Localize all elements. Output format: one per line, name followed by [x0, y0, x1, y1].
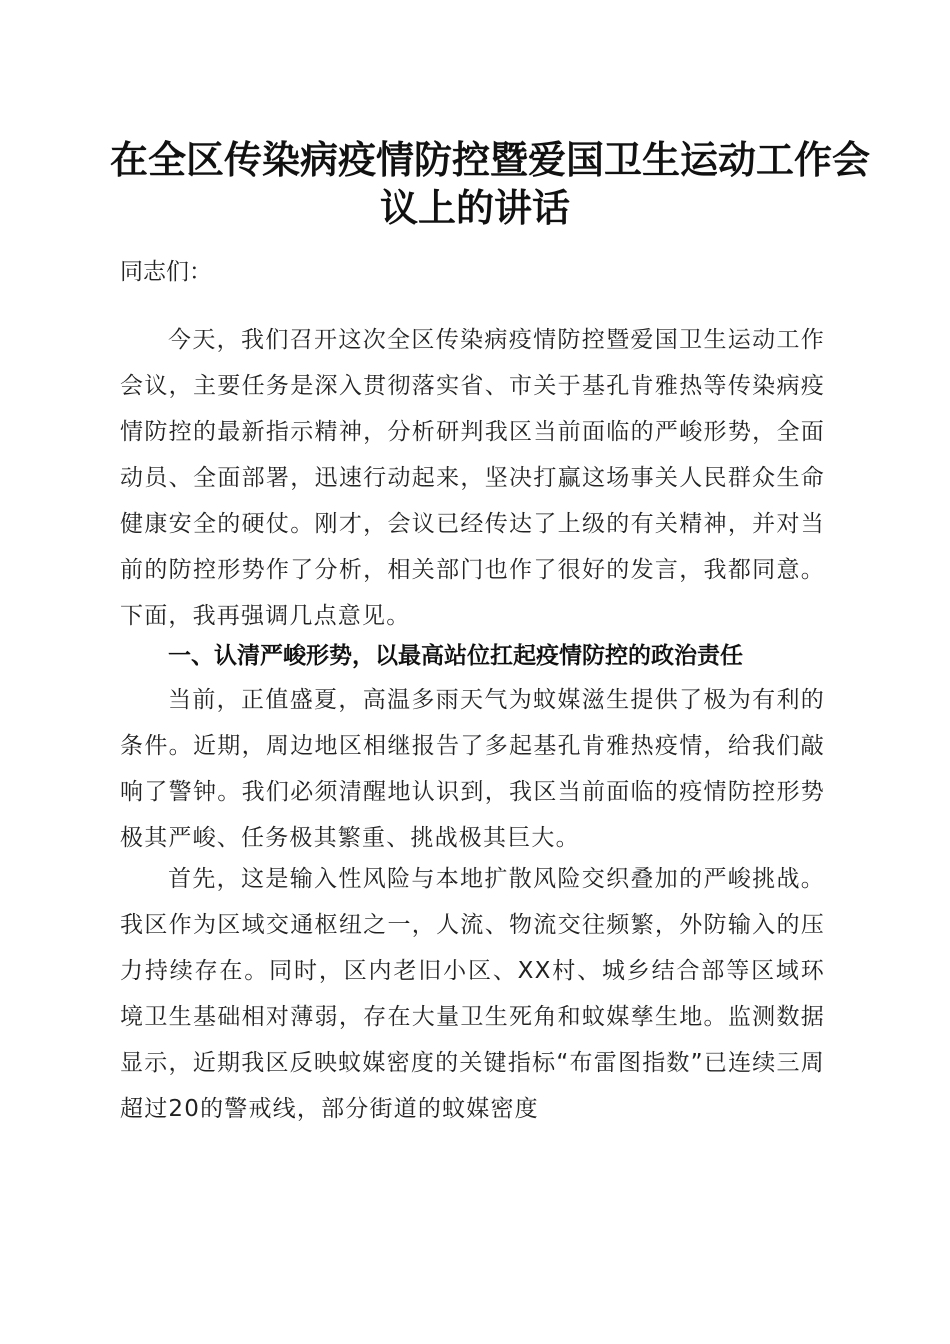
paragraph-text: 当前，正值盛夏，高温多雨天气为蚊媒滋生提供了极为有利的条件。近期，周边地区相继报告了多起基孔肯雅热疫情，给我们敲响了警钟。我们必须清醒地认识到，我区当前面临的疫情防控形势极其严峻、任务极其繁重、挑战极其巨大。	[120, 687, 825, 851]
section-heading-1: 一、认清严峻形势，以最高站位扛起疫情防控的政治责任	[168, 643, 743, 669]
document-title-line1: 在全区传染病疫情防控暨爱国卫生运动工作会	[110, 137, 871, 182]
paragraph-situation	[120, 677, 825, 861]
document-title-line2: 议上的讲话	[379, 185, 570, 230]
salutation: 同志们：	[120, 259, 212, 285]
paragraph-opening	[120, 317, 825, 639]
paragraph-text: 今天，我们召开这次全区传染病疫情防控暨爱国卫生运动工作会议，主要任务是深入贯彻落实省、市关于基孔肯雅热等传染病疫情防控的最新指示精神，分析研判我区当前面临的严峻形势，全面动员、全面部署，迅速行动起来，坚决打赢这场事关人民群众生命健康安全的硬仗。刚才，会议已经传达了上级的有关精神，并对当前的防控形势作了分析，相关部门也作了很好的发言，我都同意。下面，我再强调几点意见。	[120, 327, 825, 629]
paragraph-first-challenge	[120, 856, 825, 1132]
paragraph-text: 首先，这是输入性风险与本地扩散风险交织叠加的严峻挑战。我区作为区域交通枢纽之一，人流、物流交往频繁，外防输入的压力持续存在。同时，区内老旧小区、XX村、城乡结合部等区域环境卫生基础相对薄弱，存在大量卫生死角和蚊媒孳生地。监测数据显示，近期我区反映蚊媒密度的关键指标“布雷图指数”已连续三周超过20的警戒线，部分街道的蚊媒密度	[120, 866, 825, 1122]
